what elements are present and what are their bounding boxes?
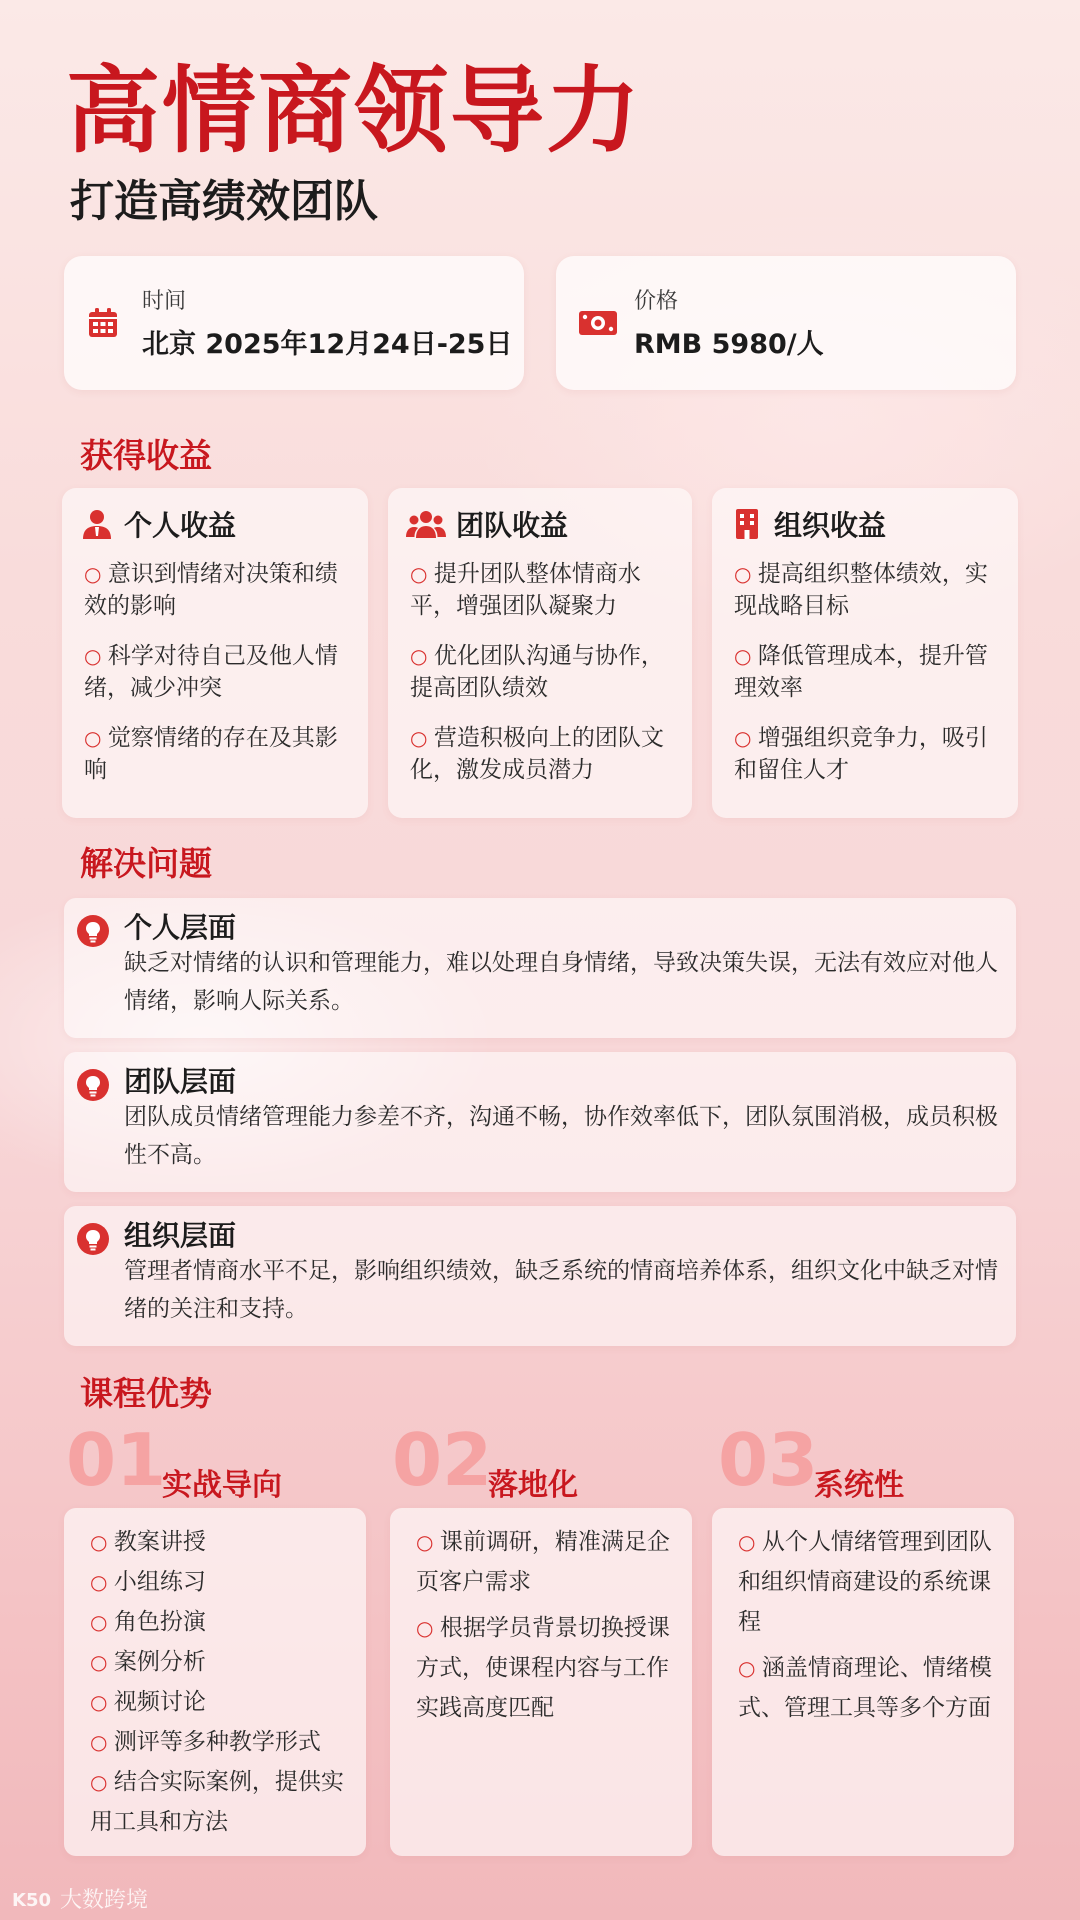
problem-title: 团队层面: [124, 1065, 237, 1098]
problem-desc: 团队成员情绪管理能力参差不齐，沟通不畅，协作效率低下，团队氛围消极，成员积极性不高。: [124, 1104, 998, 1168]
advantage-title: 系统性: [814, 1468, 904, 1503]
watermark: [12, 1883, 148, 1914]
svg-text:K50: K50: [12, 1889, 51, 1911]
page-subtitle: 打造高绩效团队: [70, 176, 378, 227]
lightbulb-icon: [76, 1068, 110, 1102]
list-item: ○ 小组练习: [90, 1569, 206, 1595]
list-item: ○ 提升团队整体情商水平，增强团队凝聚力: [410, 561, 641, 619]
benefit-card-personal: [62, 488, 368, 818]
list-item: ○ 从个人情绪管理到团队和组织情商建设的系统课程: [738, 1529, 992, 1635]
list-item: ○ 增强组织竞争力，吸引和留住人才: [734, 725, 988, 783]
benefit-title: 组织收益: [774, 509, 887, 542]
list-item: ○ 提高组织整体绩效，实现战略目标: [734, 561, 988, 619]
list-item: ○ 案例分析: [90, 1649, 206, 1675]
page-title: 高情商领导力: [66, 57, 643, 166]
advantage-number: 02: [392, 1418, 493, 1502]
problem-title: 个人层面: [124, 911, 237, 944]
time-value: 北京 2025年12月24日-25日: [142, 329, 513, 360]
benefit-title: 团队收益: [456, 509, 569, 542]
advantage-card-landing: [390, 1508, 692, 1856]
problems-heading: 解决问题: [80, 844, 212, 883]
list-item: ○ 角色扮演: [90, 1609, 206, 1635]
price-card: [556, 256, 1016, 390]
list-item: ○ 觉察情绪的存在及其影响: [84, 725, 338, 783]
time-card: [64, 256, 524, 390]
watermark-text: 大数跨境: [60, 1888, 149, 1913]
team-icon: [406, 507, 446, 541]
list-item: ○ 营造积极向上的团队文化，激发成员潜力: [410, 725, 664, 783]
problem-card-personal: [64, 898, 1016, 1038]
problem-card-organization: [64, 1206, 1016, 1346]
list-item: ○ 视频讨论: [90, 1689, 206, 1715]
lightbulb-icon: [76, 1222, 110, 1256]
logo-icon: [12, 1886, 54, 1912]
list-item: ○ 涵盖情商理论、情绪模式、管理工具等多个方面: [738, 1655, 992, 1721]
list-item: ○ 降低管理成本，提升管理效率: [734, 643, 988, 701]
advantage-card-systematic: [712, 1508, 1014, 1856]
problem-desc: 管理者情商水平不足，影响组织绩效，缺乏系统的情商培养体系，组织文化中缺乏对情绪的关注和支持。: [124, 1258, 998, 1322]
building-icon: [730, 507, 764, 541]
list-item: ○ 结合实际案例，提供实用工具和方法: [90, 1769, 344, 1835]
benefit-card-organization: [712, 488, 1018, 818]
list-item: ○ 课前调研，精准满足企页客户需求: [416, 1529, 670, 1595]
benefit-title: 个人收益: [124, 509, 237, 542]
list-item: ○ 教案讲授: [90, 1529, 206, 1555]
price-label: 价格: [634, 289, 679, 314]
problem-card-team: [64, 1052, 1016, 1192]
list-item: ○ 意识到情绪对决策和绩效的影响: [84, 561, 338, 619]
problem-title: 组织层面: [124, 1219, 237, 1252]
person-icon: [80, 507, 114, 541]
benefits-heading: 获得收益: [80, 436, 212, 475]
price-value: RMB 5980/人: [634, 329, 824, 360]
list-item: ○ 优化团队沟通与协作，提高团队绩效: [410, 643, 664, 701]
list-item: ○ 科学对待自己及他人情绪，减少冲突: [84, 643, 338, 701]
advantages-heading: 课程优势: [80, 1374, 212, 1413]
advantage-number: 03: [718, 1418, 819, 1502]
calendar-icon: [86, 306, 120, 340]
advantage-number: 01: [66, 1418, 167, 1502]
advantage-title: 落地化: [488, 1468, 578, 1503]
list-item: ○ 测评等多种教学形式: [90, 1729, 321, 1755]
advantage-card-practical: [64, 1508, 366, 1856]
money-icon: [578, 306, 618, 340]
list-item: ○ 根据学员背景切换授课方式，使课程内容与工作实践高度匹配: [416, 1615, 670, 1721]
time-label: 时间: [142, 289, 187, 314]
benefit-card-team: [388, 488, 692, 818]
lightbulb-icon: [76, 914, 110, 948]
problem-desc: 缺乏对情绪的认识和管理能力，难以处理自身情绪，导致决策失误，无法有效应对他人情绪，影响人际关系。: [124, 950, 998, 1014]
advantage-title: 实战导向: [162, 1468, 282, 1503]
